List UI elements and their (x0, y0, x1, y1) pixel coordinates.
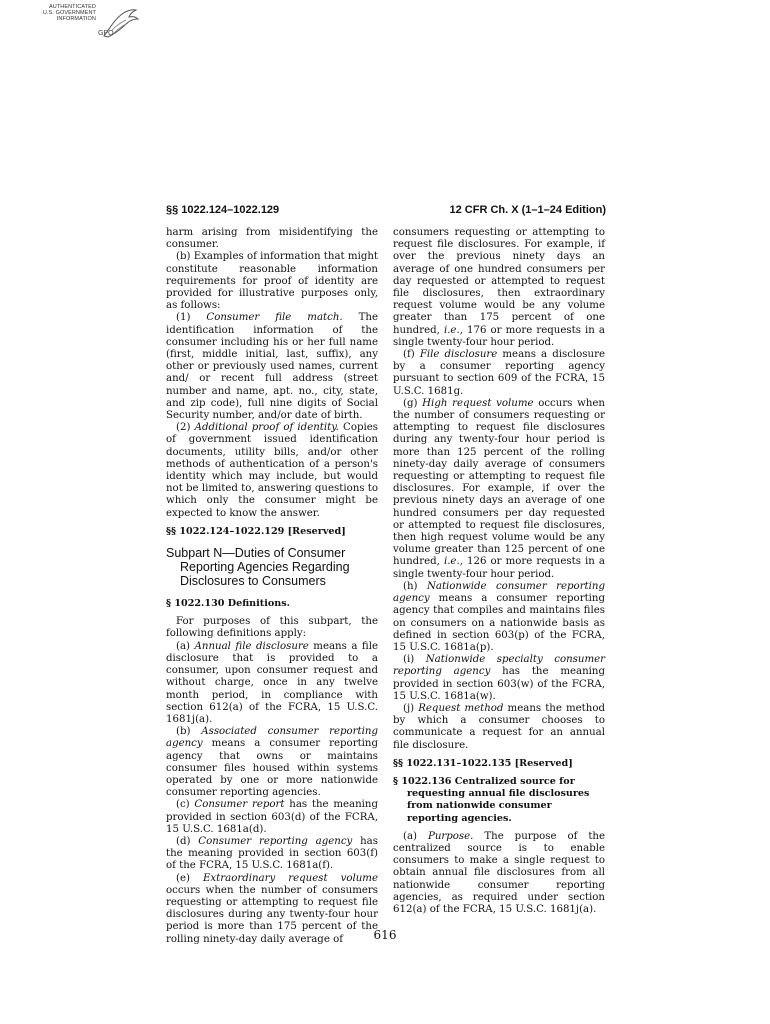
para-text: means a consumer reporting agency that compiles and maintains files on consumers on a nationwide basis as defined in section 603(p) of the FCRA, 15 U.S.C. 1681a(p). (393, 593, 605, 653)
paragraph (166, 641, 378, 726)
para-text: means a consumer reporting agency that owns or maintains consumer files housed within systems operated by one or more nationwide consumer reporting agencies. (166, 738, 378, 799)
para-number: (1) (176, 312, 207, 324)
defined-term: Extraordinary request volume (202, 872, 378, 884)
defined-term: Associated consumer reporting agency (166, 726, 378, 750)
right-column (393, 227, 605, 916)
para-number: (f) (403, 349, 420, 361)
section-heading-definitions: § 1022.130 Definitions. (166, 598, 290, 610)
para-text: occurs when the number of consumers requesting or attempting to request file disclosures during any twenty-four hour period is more than 125 percent of the rolling ninety-day daily average of consumers requesting or attempting to request file disclosures. For example, if over the previous ninety days an average of one hundred consumers per day requested or attempted to request file disclosures, then high request volume would be any volume greater than 125 percent of one hundred, (393, 397, 605, 568)
section-heading-reserved: §§ 1022.131–1022.135 [Reserved] (393, 757, 573, 769)
defined-term: High request volume (422, 397, 534, 409)
paragraph (166, 799, 378, 836)
para-text: means the method by which a consumer chooses to communicate a request for an annual file disclosure. (393, 702, 605, 751)
paragraph (393, 654, 605, 703)
running-head (166, 204, 606, 218)
para-text: has the meaning provided in section 603(d) of the FCRA, 15 U.S.C. 1681a(d). (166, 799, 378, 835)
paragraph: For purposes of this subpart, the following definitions apply: (166, 616, 378, 640)
para-text: means a file disclosure that is provided to a consumer, upon consumer request and without charge, once in any twelve month period, in compliance with section 612(a) of the FCRA, 15 U.S.C. 1681j(a). (166, 640, 378, 725)
defined-term: Consumer file match. (206, 312, 343, 324)
subpart-heading: Subpart N—Duties of Consumer Reporting Agencies Regarding Disclosures to Consumers (166, 546, 350, 589)
para-text: Copies of government issued identification documents, utility bills, and/or other methods of authentication of a person's identity which may include, but would not be limited to, answering questions to which only the consumer might be expected to know the answer. (166, 422, 379, 519)
paragraph (393, 703, 605, 752)
paragraph (393, 581, 605, 654)
defined-term: Nationwide specialty consumer reporting agency (393, 654, 605, 678)
defined-term: Consumer reporting agency (198, 835, 353, 847)
paragraph (166, 422, 378, 520)
defined-term: Additional proof of identity. (194, 422, 339, 434)
para-number: (d) (176, 835, 199, 847)
abbreviation: i.e., (443, 324, 463, 336)
abbreviation: i.e., (443, 556, 463, 568)
para-number: (a) (403, 830, 428, 842)
para-text: 126 or more requests in a single twenty-four hour period. (393, 556, 605, 580)
header-section-range: §§ 1022.124–1022.129 (166, 204, 280, 216)
page-number: 616 (373, 928, 397, 942)
paragraph (166, 726, 378, 799)
para-text: occurs when the number of consumers requesting or attempting to request file disclosures during any twenty-four hour period is more than 175 percent of the rolling ninety-day daily average of (166, 884, 378, 945)
paragraph (393, 227, 605, 349)
para-text: consumers requesting or attempting to request file disclosures. For example, if over the previous ninety days an average of one hundred consumers per day requested or attempted to request file disclosures, then extraordinary request volume would be any volume greater than 175 percent of one hundred, (393, 227, 605, 336)
paragraph (393, 398, 605, 581)
paragraph (393, 831, 605, 916)
para-number: (b) (176, 726, 202, 738)
seal-line-1: AUTHENTICATED (48, 4, 96, 10)
section-heading-centralized-source: § 1022.136 Centralized source for requesting annual file disclosures from nationwide consumer reporting agencies. (393, 775, 590, 824)
gpo-authentication-seal (36, 4, 144, 46)
para-text: 176 or more requests in a single twenty-four hour period. (393, 324, 605, 348)
defined-term: Nationwide consumer reporting agency (393, 580, 605, 605)
defined-term: Purpose. (427, 830, 474, 842)
para-number: (h) (403, 580, 427, 592)
paragraph (166, 312, 378, 422)
para-text: The identification information of the consumer including his or her full name (first, middle initial, last, suffix), any other or previously used names, current and/ or recent full address (street number and name, apt. no., city, state, and zip code), full nine digits of Social Security number, and/or date of birth. (166, 312, 379, 422)
para-text: has the meaning provided in section 603(w) of the FCRA, 15 U.S.C. 1681a(w). (393, 666, 605, 702)
seal-gpo-label: GPO (98, 30, 114, 37)
defined-term: Consumer report (194, 799, 285, 811)
para-number: (j) (403, 702, 419, 714)
para-text: The purpose of the centralized source is to enable consumers to make a single request to obtain annual file disclosures from all nationwide consumer reporting agencies, as required under section 612(a) of the FCRA, 15 U.S.C. 1681j(a). (393, 830, 605, 915)
para-number: (c) (176, 799, 195, 811)
paragraph: (b) Examples of information that might constitute reasonable information requirements for proof of identity are provided for illustrative purposes only, as follows: (166, 251, 378, 312)
para-number: (i) (403, 654, 426, 666)
left-column (166, 227, 378, 946)
paragraph (166, 836, 378, 873)
seal-text (36, 4, 96, 22)
para-text: means a disclosure by a consumer reporting agency pursuant to section 609 of the FCRA, 15 U.S.C. 1681g. (393, 349, 605, 397)
para-number: (g) (403, 397, 423, 409)
defined-term: Request method (418, 702, 504, 714)
para-number: (e) (176, 872, 203, 884)
seal-line-2: U.S. GOVERNMENT (42, 10, 96, 16)
section-heading-reserved: §§ 1022.124–1022.129 [Reserved] (166, 525, 346, 537)
para-text: has the meaning provided in section 603(f) of the FCRA, 15 U.S.C. 1681a(f). (166, 835, 378, 872)
para-number: (a) (176, 640, 195, 652)
defined-term: Annual file disclosure (194, 640, 309, 652)
paragraph (393, 349, 605, 398)
para-number: (2) (176, 422, 195, 434)
paragraph: harm arising from misidentifying the consumer. (166, 227, 378, 251)
seal-line-3: INFORMATION (56, 16, 96, 22)
header-cfr-title: 12 CFR Ch. X (1–1–24 Edition) (449, 204, 606, 216)
defined-term: File disclosure (419, 349, 498, 361)
